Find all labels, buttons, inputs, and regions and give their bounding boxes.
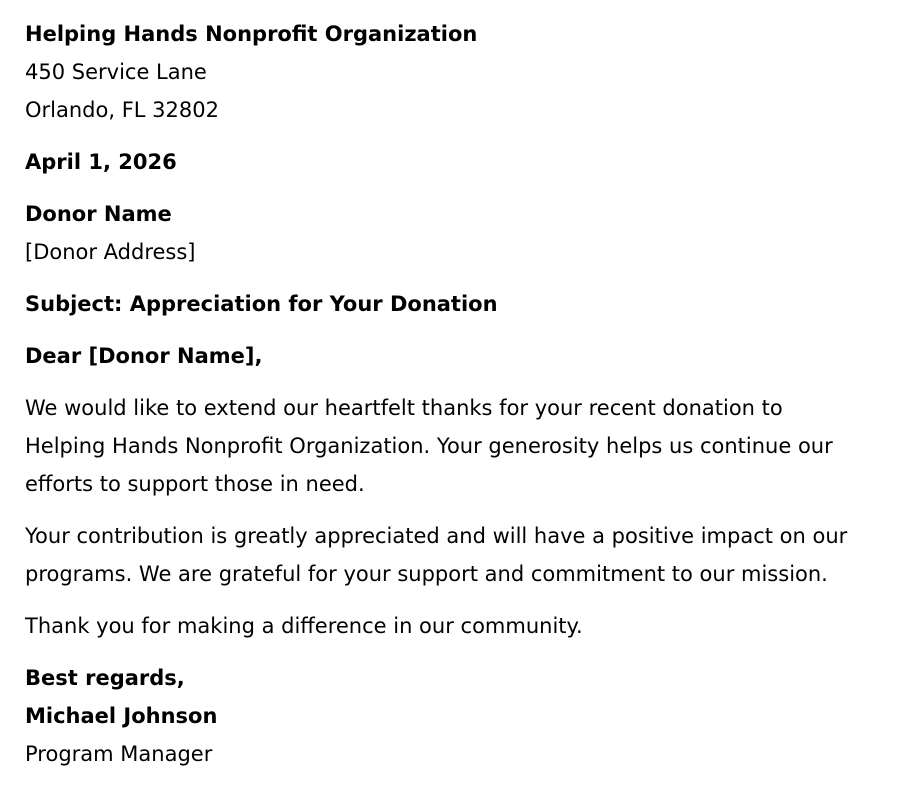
body-paragraph-1	[25, 389, 885, 503]
letter-subject: Subject: Appreciation for Your Donation	[25, 292, 498, 316]
body-paragraph-3: Thank you for making a difference in our community.	[25, 614, 583, 638]
paragraph-1-line: efforts to support those in need.	[25, 472, 365, 496]
recipient-block	[25, 195, 885, 271]
letter-date: April 1, 2026	[25, 150, 177, 174]
sign-off: Best regards,	[25, 666, 185, 690]
paragraph-1-line: Helping Hands Nonprofit Organization. Your generosity helps us continue our	[25, 434, 833, 458]
recipient-address: [Donor Address]	[25, 240, 196, 264]
paragraph-2-line: Your contribution is greatly appreciated and will have a positive impact on our	[25, 524, 848, 548]
sender-organization: Helping Hands Nonprofit Organization	[25, 22, 478, 46]
sender-address-line-2: Orlando, FL 32802	[25, 98, 219, 122]
body-paragraph-2	[25, 517, 885, 593]
recipient-name: Donor Name	[25, 202, 172, 226]
salutation: Dear [Donor Name],	[25, 344, 263, 368]
signer-name: Michael Johnson	[25, 704, 218, 728]
paragraph-1-line: We would like to extend our heartfelt thanks for your recent donation to	[25, 396, 783, 420]
sender-block	[25, 15, 885, 129]
closing-block	[25, 659, 885, 773]
letter	[25, 15, 885, 773]
sender-address-line-1: 450 Service Lane	[25, 60, 207, 84]
paragraph-2-line: programs. We are grateful for your support and commitment to our mission.	[25, 562, 828, 586]
signer-title: Program Manager	[25, 742, 213, 766]
